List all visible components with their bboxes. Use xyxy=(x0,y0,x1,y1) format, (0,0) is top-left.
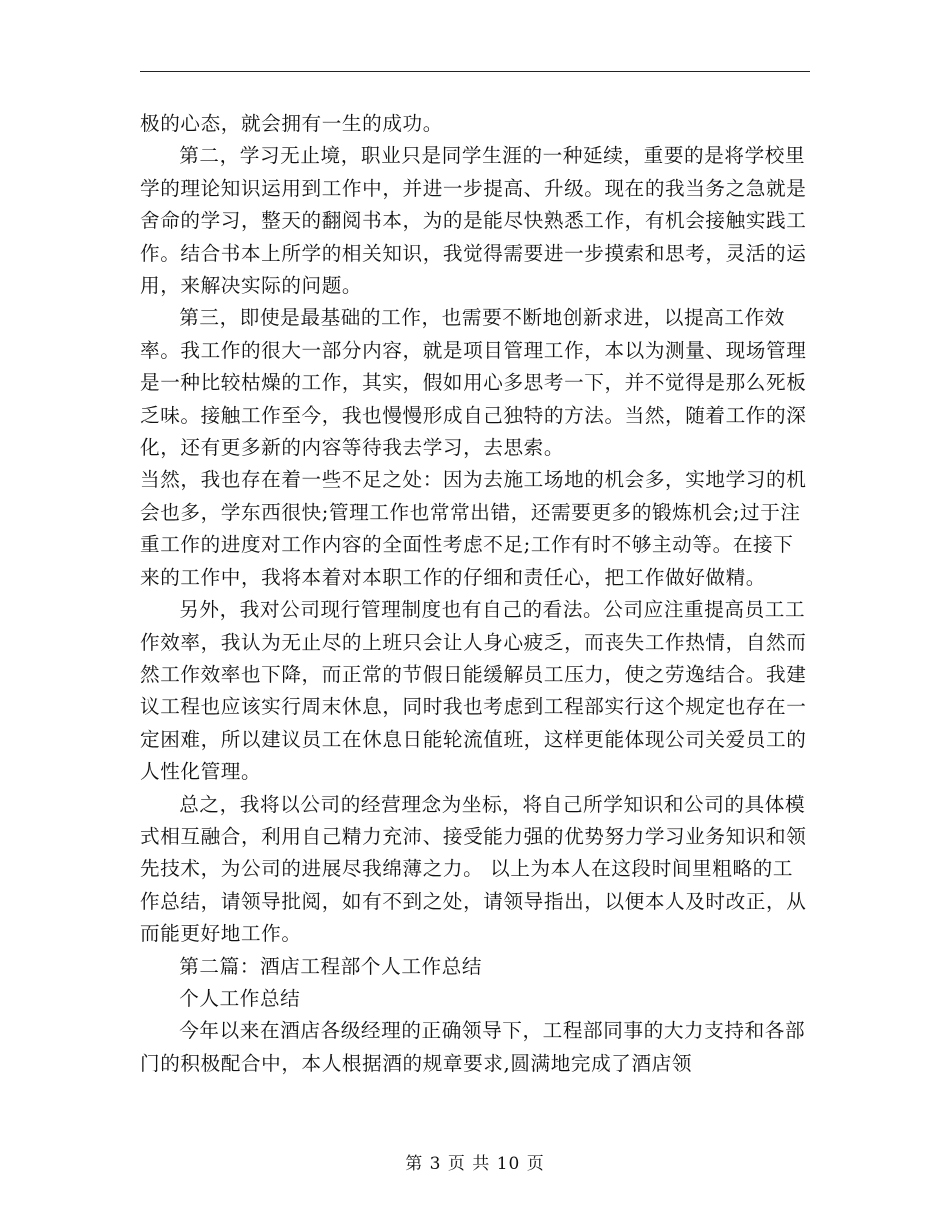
page-footer: 第 3 页 共 10 页 xyxy=(405,1154,545,1174)
subsection-heading: 个人工作总结 xyxy=(179,986,301,1010)
paragraph-2: 第二，学习无止境，职业只是同学生涯的一种延续，重要的是将学校里学的理论知识运用到工作中，并进一步提高、升级。现在的我当务之急就是舍命的学习，整天的翻阅书本，为的是能尽快熟悉工作，有机会接触实践工作。结合书本上所学的相关知识，我觉得需要进一步摸索和思考，灵活的运用，来解决实际的问题。 xyxy=(140,144,807,298)
header-rule xyxy=(140,71,810,72)
paragraph-1: 极的心态，就会拥有一生的成功。 xyxy=(140,112,443,135)
paragraph-3: 第三，即使是最基础的工作，也需要不断地创新求进，以提高工作效率。我工作的很大一部分内容，就是项目管理工作，本以为测量、现场管理是一种比较枯燥的工作，其实，假如用心多思考一下，并不觉得是那么死板乏味。接触工作至今，我也慢慢形成自己独特的方法。当然，随着工作的深化，还有更多新的内容等待我去学习，去思索。 xyxy=(140,306,807,460)
paragraph-5: 另外，我对公司现行管理制度也有自己的看法。公司应注重提高员工工作效率，我认为无止尽的上班只会让人身心疲乏，而丧失工作热情，自然而然工作效率也下降，而正常的节假日能缓解员工压力，使之劳逸结合。我建议工程也应该实行周末休息，同时我也考虑到工程部实行这个规定也存在一定困难，所以建议员工在休息日能轮流值班，这样更能体现公司关爱员工的人性化管理。 xyxy=(140,598,807,784)
paragraph-6: 总之，我将以公司的经营理念为坐标，将自己所学知识和公司的具体模式相互融合，利用自己精力充沛、接受能力强的优势努力学习业务知识和领先技术，为公司的进展尽我绵薄之力。 以上为本人在这段时间里粗略的工作总结，请领导批阅，如有不到之处，请领导指出，以便本人及时改正，从而能更好地工作。 xyxy=(140,792,807,946)
paragraph-4: 当然，我也存在着一些不足之处：因为去施工场地的机会多，实地学习的机会也多，学东西很快;管理工作也常常出错，还需要更多的锻炼机会;过于注重工作的进度对工作内容的全面性考虑不足;工作有时不够主动等。在接下来的工作中，我将本着对本职工作的仔细和责任心，把工作做好做精。 xyxy=(140,468,807,589)
paragraph-7: 今年以来在酒店各级经理的正确领导下，工程部同事的大力支持和各部门的积极配合中，本人根据酒的规章要求,圆满地完成了酒店领 xyxy=(140,1019,806,1075)
section-heading: 第二篇：酒店工程部个人工作总结 xyxy=(179,954,483,978)
document-body xyxy=(140,108,810,1080)
